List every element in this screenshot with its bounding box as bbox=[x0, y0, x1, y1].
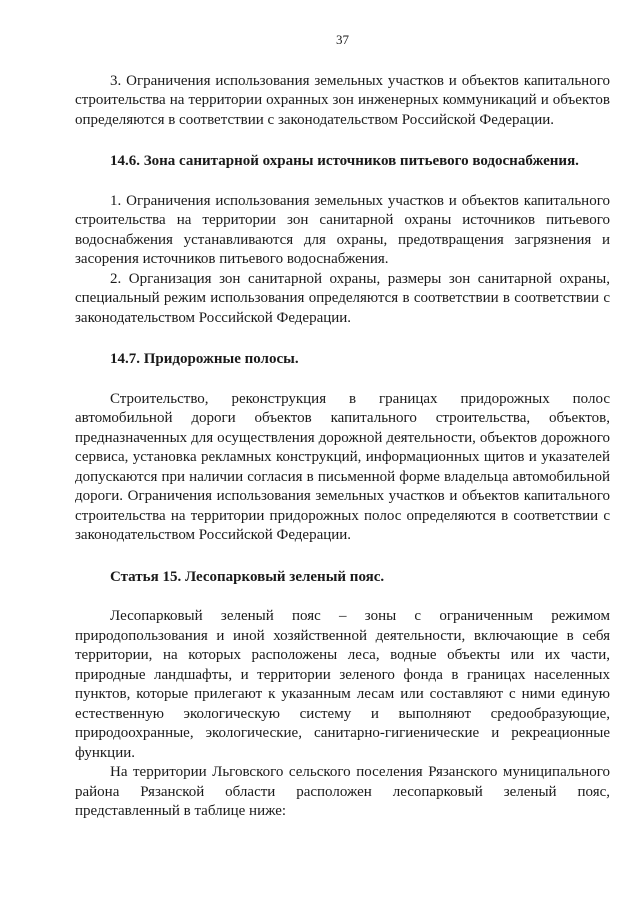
spacer bbox=[75, 130, 610, 152]
page-number: 37 bbox=[336, 32, 349, 47]
spacer bbox=[75, 172, 610, 192]
section-heading-14-6: 14.6. Зона санитарной охраны источников питьевого водоснабжения. bbox=[110, 153, 579, 169]
paragraph-restriction-3: 3. Ограничения использования земельных участков и объектов капитального строительства на территории охранных зон инженерных коммуникаций и объектов определяются в соответствии с законодательством Российской Федерации. bbox=[75, 72, 610, 128]
paragraph-14-7: Строительство, реконструкция в границах придорожных полос автомобильной дороги объектов капитального строительства, объектов, предназначенных для осуществления дорожной деятельности, объектов дорожного сервиса, установка рекламных конструкций, информационных щитов и указателей допускаются при наличии согласия в письменной форме владельца автомобильной дороги. Ограничения использования земельных участков и объектов капитального строительства на территории придорожных полос определяются в соответствии с законодательством Российской Федерации. bbox=[75, 390, 610, 543]
paragraph-14-6-2: 2. Организация зон санитарной охраны, размеры зон санитарной охраны, специальный режим использования определяются в соответствии в соответствии с законодательством Российской Федерации. bbox=[75, 270, 610, 326]
spacer bbox=[75, 328, 610, 350]
article-heading-15: Статья 15. Лесопарковый зеленый пояс. bbox=[110, 568, 385, 585]
paragraph-15-1: Лесопарковый зеленый пояс – зоны с ограниченным режимом природопользования и иной хозяйственной деятельности, включающие в себя территории, на которых расположены леса, водные объекты или их части, природные ландшафты, и территории зеленого фонда в границах населенных пунктов, которые прилегают к указанным лесам или составляют с ними единую естественную экологическую систему и выполняют средообразующие, природоохранные, экологические, санитарно-гигиенические и рекреационные функции. bbox=[75, 608, 610, 761]
spacer bbox=[75, 370, 610, 390]
spacer bbox=[75, 587, 610, 607]
paragraph-15-2: На территории Льговского сельского поселения Рязанского муниципального района Рязанской области расположен лесопарковый зеленый пояс, представленный в таблице ниже: bbox=[75, 764, 610, 819]
paragraph-14-6-1: 1. Ограничения использования земельных участков и объектов капитального строительства на территории зон санитарной охраны источников питьевого водоснабжения устанавливаются для охраны, предотвращения загрязнения и засорения источников питьевого водоснабжения. bbox=[75, 192, 610, 267]
spacer bbox=[75, 546, 610, 568]
section-heading-14-7: 14.7. Придорожные полосы. bbox=[110, 351, 299, 367]
